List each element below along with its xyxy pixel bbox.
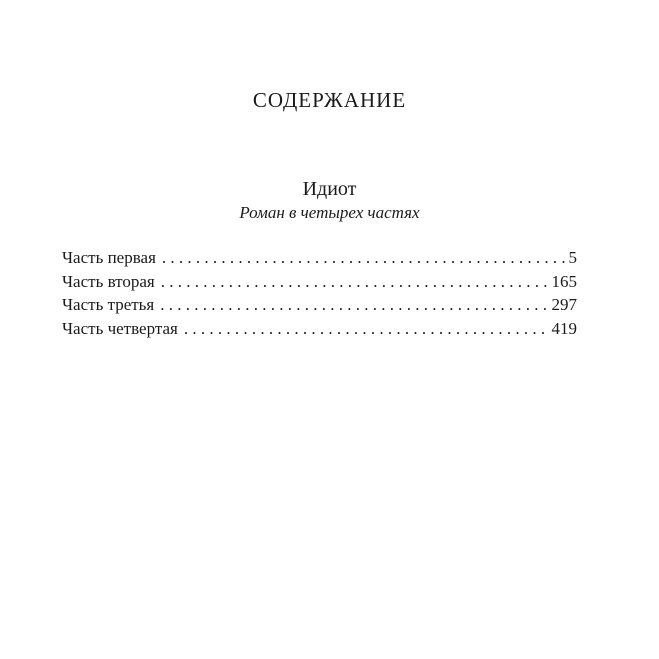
- toc-dot-leader: [161, 270, 548, 294]
- work-title: Идиот: [302, 178, 357, 200]
- toc-entry-part-4: [62, 317, 577, 341]
- toc-entry-label: Часть третья: [62, 295, 155, 314]
- toc-entry-label: Часть вторая: [62, 271, 155, 291]
- toc-entry-part-2: [62, 270, 577, 294]
- toc-dot-leader: [184, 317, 548, 341]
- toc-dot-leader: [160, 293, 547, 317]
- toc-dot-leader: [162, 246, 565, 270]
- toc-entry-part-3: [62, 293, 577, 317]
- table-of-contents: [62, 246, 577, 340]
- toc-entry-label: Часть первая: [62, 248, 156, 267]
- toc-entry-page: 5: [568, 248, 577, 267]
- toc-entry-label: Часть четвертая: [62, 318, 178, 338]
- toc-entry-page: 165: [551, 271, 577, 291]
- toc-entry-page: 297: [551, 295, 577, 314]
- toc-entry-part-1: [62, 246, 577, 270]
- contents-heading: СОДЕРЖАНИЕ: [252, 88, 407, 112]
- toc-entry-page: 419: [551, 318, 577, 338]
- work-subtitle: Роман в четырех частях: [239, 203, 420, 222]
